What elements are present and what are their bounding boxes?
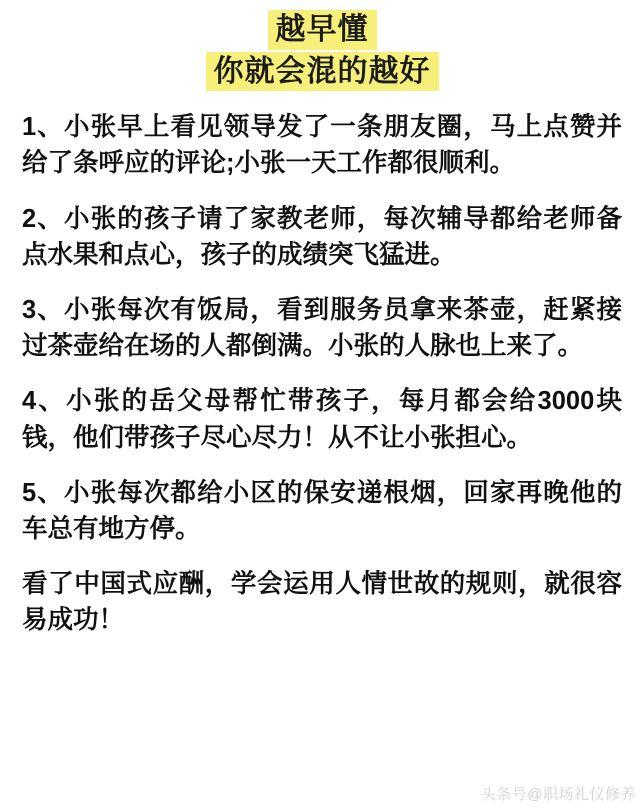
- paragraph-2: 2、小张的孩子请了家教老师，每次辅导都给老师备点水果和点心，孩子的成绩突飞猛进。: [22, 204, 622, 269]
- paragraph-conclusion: 看了中国式应酬，学会运用人情世故的规则，就很容易成功！: [22, 570, 622, 635]
- title-block: [22, 6, 622, 91]
- paragraph-1: 1、小张早上看见领导发了一条朋友圈，马上点赞并给了条呼应的评论;小张一天工作都很顺利。: [22, 113, 622, 178]
- paragraph-4: 4、小张的岳父母帮忙带孩子，每月都会给3000块钱，他们带孩子尽心尽力！从不让小张担心。: [22, 387, 622, 452]
- body-block: [22, 109, 622, 638]
- paragraph-5: 5、小张每次都给小区的保安递根烟，回家再晚他的车总有地方停。: [22, 478, 622, 544]
- title-line-1: 越早懂: [268, 10, 377, 50]
- paragraph-3: 3、小张每次有饭局，看到服务员拿来茶壶，赶紧接过茶壶给在场的人都倒满。小张的人脉也上来了。: [22, 296, 622, 361]
- title-line-2: 你就会混的越好: [206, 52, 439, 92]
- watermark-text: 头条号@职场礼仪修养: [480, 786, 636, 803]
